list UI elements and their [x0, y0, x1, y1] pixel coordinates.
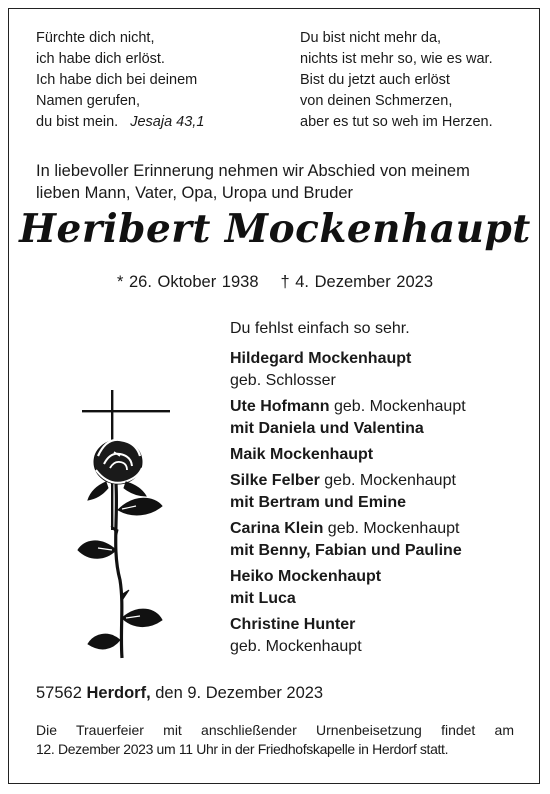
- mourner-group: [230, 470, 466, 514]
- mourner-group: [230, 518, 466, 562]
- mourner-name: Maik Mockenhaupt: [230, 446, 374, 463]
- intro-line: In liebevoller Erinnerung nehmen wir Abschied von meinem: [36, 162, 470, 180]
- mourner-group: [230, 348, 466, 392]
- verse-right-line: Du bist nicht mehr da,: [300, 30, 442, 46]
- intro-text: [36, 160, 526, 204]
- mourner-maiden-name: geb. Mockenhaupt: [323, 520, 460, 537]
- intro-line: lieben Mann, Vater, Opa, Uropa und Bruder: [36, 184, 354, 202]
- service-line: Die Trauerfeier mit anschließender Urnenbeisetzung findet am: [36, 722, 514, 738]
- city: Herdorf,: [86, 684, 151, 702]
- deceased-name: Heribert Mockenhaupt: [19, 206, 531, 252]
- place-date: [36, 684, 323, 703]
- verse-left-line: du bist mein.: [36, 114, 119, 130]
- notice-date: den 9. Dezember 2023: [155, 684, 324, 702]
- mourner-group: [230, 396, 466, 440]
- life-dates: [0, 273, 550, 292]
- mourner-detail: mit Bertram und Emine: [230, 494, 407, 511]
- mourner-detail: geb. Schlosser: [230, 372, 336, 389]
- mourner-group: [230, 444, 466, 466]
- verse-left-line: Namen gerufen,: [36, 93, 140, 109]
- birth-date: * 26. Oktober 1938: [116, 273, 259, 291]
- verse-right-line: nichts ist mehr so, wie es war.: [300, 51, 493, 67]
- mourners-list: [230, 318, 466, 662]
- funeral-service-info: [36, 721, 514, 759]
- verse-right-line: Bist du jetzt auch erlöst: [300, 72, 450, 88]
- verse-right-line: von deinen Schmerzen,: [300, 93, 453, 109]
- mourner-name: Hildegard Mockenhaupt: [230, 350, 412, 367]
- mourner-detail: mit Daniela und Valentina: [230, 420, 424, 437]
- verse-left: [36, 28, 204, 133]
- verse-left-line: ich habe dich erlöst.: [36, 51, 165, 67]
- verse-right-line: aber es tut so weh im Herzen.: [300, 114, 493, 130]
- verse-left-line: Ich habe dich bei deinem: [36, 72, 198, 88]
- mourner-group: [230, 566, 466, 610]
- mourner-name: Ute Hofmann: [230, 398, 330, 415]
- mourners-tagline: Du fehlst einfach so sehr.: [230, 320, 410, 337]
- mourner-name: Silke Felber: [230, 472, 320, 489]
- mourner-maiden-name: geb. Mockenhaupt: [329, 398, 466, 415]
- verse-left-line-last: [36, 112, 204, 133]
- zip-code: 57562: [36, 684, 82, 702]
- service-line: 12. Dezember 2023 um 11 Uhr in der Friedhofskapelle in Herdorf statt.: [36, 741, 449, 757]
- mourner-name: Carina Klein: [230, 520, 324, 537]
- mourner-detail: mit Luca: [230, 590, 296, 607]
- verse-right: [300, 28, 493, 133]
- mourner-group: [230, 614, 466, 658]
- mourner-name: Heiko Mockenhaupt: [230, 568, 382, 585]
- verse-left-line: Fürchte dich nicht,: [36, 30, 155, 46]
- cross-rose-icon: [76, 390, 176, 675]
- mourner-name: Christine Hunter: [230, 616, 356, 633]
- mourner-detail: mit Benny, Fabian und Pauline: [230, 542, 462, 559]
- mourner-detail: geb. Mockenhaupt: [230, 638, 362, 655]
- mourner-maiden-name: geb. Mockenhaupt: [319, 472, 456, 489]
- bible-reference: Jesaja 43,1: [130, 114, 205, 130]
- death-date: † 4. Dezember 2023: [280, 273, 434, 291]
